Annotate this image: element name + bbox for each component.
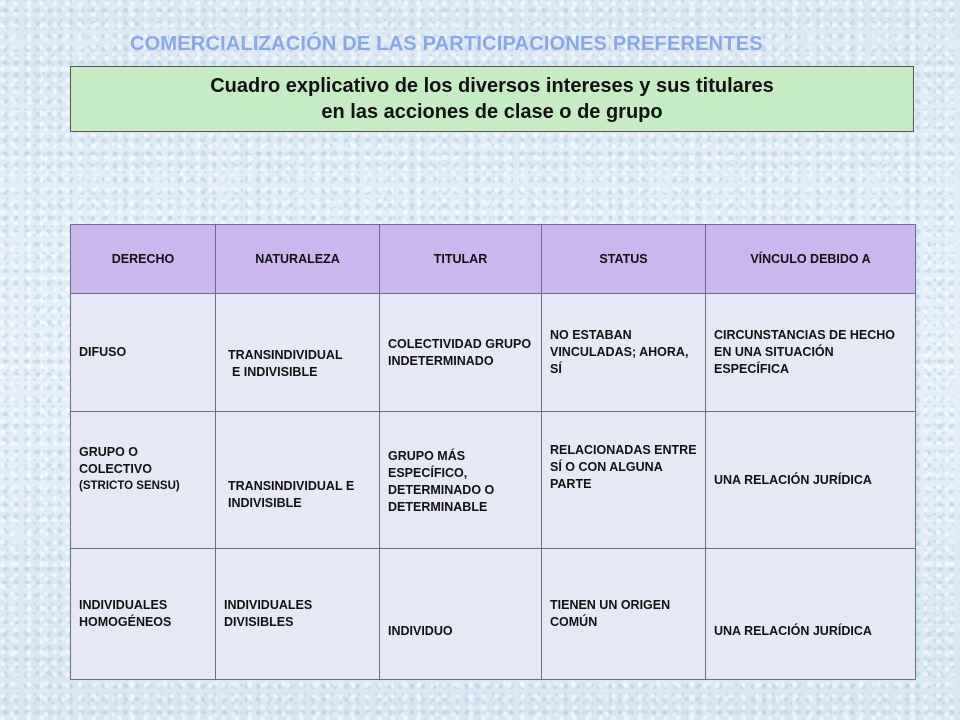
cell-titular: COLECTIVIDAD GRUPO INDETERMINADO (380, 294, 542, 412)
header-titular: TITULAR (380, 225, 542, 294)
header-derecho: DERECHO (71, 225, 216, 294)
cell-titular: INDIVIDUO (380, 549, 542, 680)
cell-status: RELACIONADAS ENTRE SÍ O CON ALGUNA PARTE (542, 412, 706, 549)
cell-naturaleza-line-2: E INDIVISIBLE (232, 364, 318, 379)
cell-vinculo: CIRCUNSTANCIAS DE HECHO EN UNA SITUACIÓN ESPECÍFICA (706, 294, 916, 412)
cell-vinculo: UNA RELACIÓN JURÍDICA (706, 412, 916, 549)
header-vinculo: VÍNCULO DEBIDO A (706, 225, 916, 294)
cell-status: TIENEN UN ORIGEN COMÚN (542, 549, 706, 680)
table-row (71, 294, 916, 412)
subtitle-line-1: Cuadro explicativo de los diversos intereses y sus titulares (210, 75, 774, 97)
cell-derecho-line-1: GRUPO O COLECTIVO (79, 444, 152, 476)
header-status: STATUS (542, 225, 706, 294)
subtitle-box (70, 66, 914, 132)
header-naturaleza: NATURALEZA (216, 225, 380, 294)
cell-derecho-line-2: (STRICTO SENSU) (79, 479, 180, 492)
cell-naturaleza (216, 294, 380, 412)
cell-titular: GRUPO MÁS ESPECÍFICO, DETERMINADO O DETERMINABLE (380, 412, 542, 549)
cell-naturaleza: TRANSINDIVIDUAL E INDIVISIBLE (216, 412, 380, 549)
subtitle-line-2: en las acciones de clase o de grupo (321, 101, 663, 123)
cell-naturaleza-line-1: TRANSINDIVIDUAL (228, 347, 343, 362)
cell-vinculo: UNA RELACIÓN JURÍDICA (706, 549, 916, 680)
rights-table (70, 224, 916, 680)
table-header-row (71, 225, 916, 294)
cell-derecho: DIFUSO (71, 294, 216, 412)
cell-status: NO ESTABAN VINCULADAS; AHORA, SÍ (542, 294, 706, 412)
table-row (71, 412, 916, 549)
table-row (71, 549, 916, 680)
cell-naturaleza: INDIVIDUALES DIVISIBLES (216, 549, 380, 680)
page-title: COMERCIALIZACIÓN DE LAS PARTICIPACIONES PREFERENTES (130, 33, 763, 55)
cell-derecho: INDIVIDUALES HOMOGÉNEOS (71, 549, 216, 680)
cell-derecho (71, 412, 216, 549)
